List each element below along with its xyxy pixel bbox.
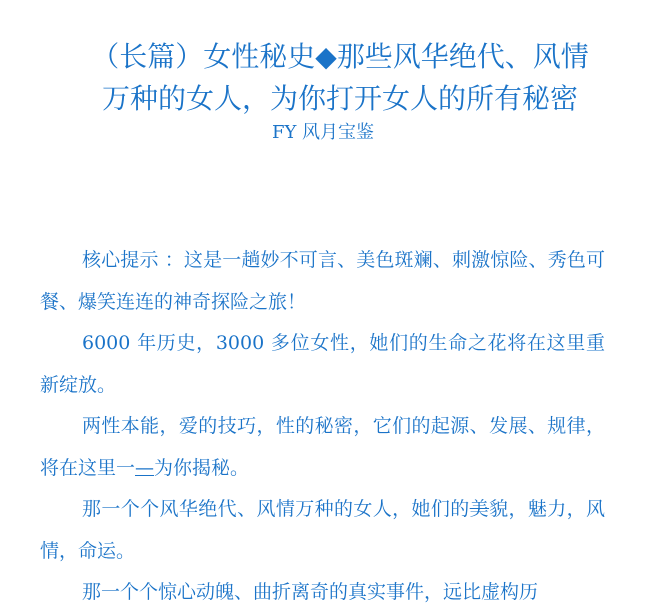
title-line-1: （长篇）女性秘史◆那些风华绝代、风情 (91, 40, 589, 73)
title-line-2: 万种的女人，为你打开女人的所有秘密 (101, 82, 578, 115)
paragraph-secrets-text-b: 为你揭秘。 (154, 456, 250, 479)
paragraph-women-text-b: 貌，魅力，风情，命运。 (40, 498, 605, 562)
paragraph-core-hint: 核心提示 ：这是一趟妙不可言、美色斑斓、刺激惊险、秀色可餐、爆笑连连的神奇探险之旅！ (40, 249, 605, 313)
paragraph-secrets (40, 406, 605, 489)
paragraph-secrets-text-a: 两性本能，爱的技巧，性的秘密，它们的起源、发展、规律，将在这里一 (40, 415, 605, 479)
paragraph-women (40, 489, 605, 572)
document-body (40, 240, 605, 606)
underlined-dash: — (135, 456, 155, 479)
struck-character: 美 (469, 498, 490, 520)
paragraph-history: 6000 年历史，3000 多位女性，她们的生命之花将在这里重新绽放。 (40, 332, 605, 396)
paragraph-women-text-a: 那一个个风华绝代、风情万种的女人，她们的 (82, 498, 470, 520)
paragraph-events: 那一个个惊心动魄、曲折离奇的真实事件，远比虚构历 (82, 581, 539, 603)
author-byline: FY 风月宝鉴 (271, 122, 375, 143)
document-title (60, 36, 620, 120)
